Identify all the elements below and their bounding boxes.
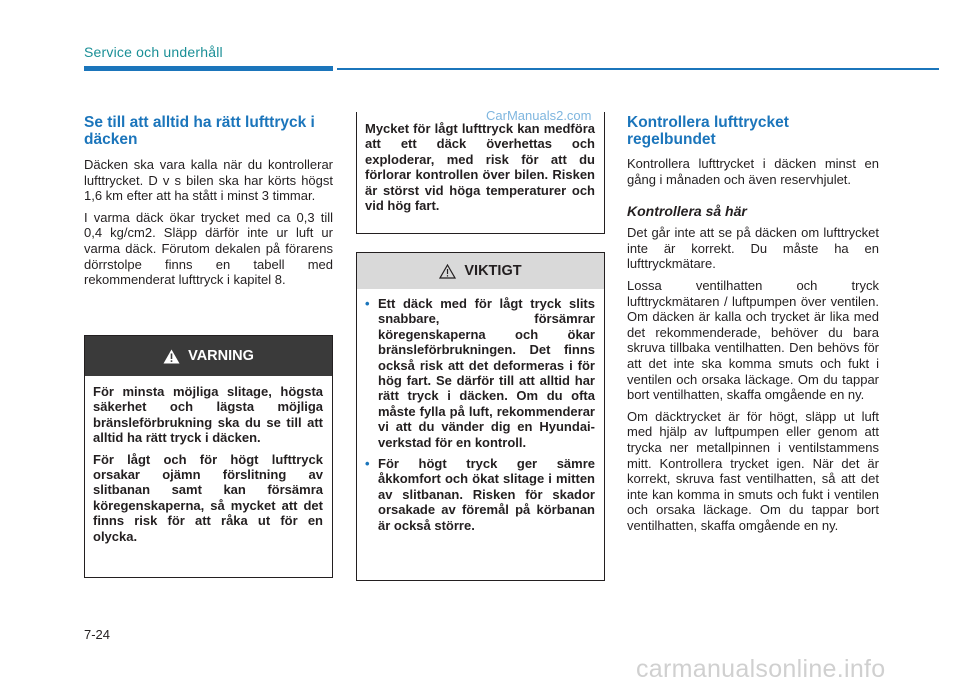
left-heading: Se till att alltid ha rätt lufttryck i däcken	[84, 114, 315, 148]
left-column	[84, 114, 333, 294]
continued-warning-text: Mycket för lågt lufttryck kan medföra att ett däck överhettas och exploderar, med risk för att du förlorar kontrollen över bilen. Risken är störst vid höga temperaturer och vid hög fart.	[365, 121, 595, 214]
important-box	[356, 252, 605, 581]
watermark-bottom: carmanualsonline.info	[636, 655, 886, 683]
warning-header	[85, 336, 332, 376]
warning-paragraph-1: För minsta möjliga slitage, högsta säkerhet och lägsta möjliga bränsleförbrukning ska du se till att alltid ha rätt tryck i däcken.	[93, 384, 323, 446]
left-paragraph-2: I varma däck ökar trycket med ca 0,3 till 0,4 kg/cm2. Släpp därför inte ur luft ur varma däck. Förutom dekalen på förarens dörrstolpe finns en tabell med rekommenderat lufttryck i kapitel 8.	[84, 209, 333, 288]
caution-triangle-icon	[439, 264, 456, 279]
important-label: VIKTIGT	[464, 263, 522, 279]
right-paragraph-2: Lossa ventilhatten och tryck lufttryckmätaren / luftpumpen över ventilen. Om däcken är kalla och trycket är lika med det rekommenderade, behöver du bara skruva tillbaka ventilhatten. Den behövs för att det inte ska komma smuts och fukt i ventilen och orsaka läckage. Om du tappar bort ventilhatten, skaffa omgående en ny.	[627, 277, 879, 403]
important-item: • Ett däck med för lågt tryck slits snabbare, försämrar köregenskaperna och ökar bränsleförbrukningen. Det finns också risk att det deformeras i för hög fart. Se därför till att alltid har rätt tryck i däcken. Om du ofta måste fylla på luft, rekommenderar vi att du vänder dig en Hyundai-verkstad för en kontroll.	[365, 296, 595, 450]
right-paragraph-1: Det går inte att se på däcken om lufttrycket inte är korrekt. Du måste ha en lufttryckmätare.	[627, 225, 879, 272]
warning-body	[85, 376, 332, 556]
page-number: 7-24	[84, 627, 111, 642]
right-column	[627, 114, 879, 539]
header-rule-thick	[84, 66, 333, 71]
bullet-icon: •	[365, 296, 370, 311]
important-list	[365, 296, 595, 533]
bullet-icon: •	[365, 456, 370, 472]
right-intro: Kontrollera lufttrycket i däcken minst en gång i månaden och även reservhjulet.	[627, 156, 879, 187]
left-paragraph-1: Däcken ska vara kalla när du kontrollerar lufttrycket. D v s bilen ska har körts högst 1,6 km efter att ha stått i minst 3 timmar.	[84, 157, 333, 204]
important-item: • För högt tryck ger sämre åkkomfort och ökat slitage i mitten av slitbanan. Risken för skador orsakade av föremål på körbanan är också större.	[365, 456, 595, 533]
warning-paragraph-2: För lågt och för högt lufttryck orsakar ojämn förslitning av slitbanan samt kan försämra köregenskaperna, så mycket att det finns risk för att råka ut för en olycka.	[93, 451, 323, 544]
section-title: Service och underhåll	[84, 44, 223, 60]
right-subheading: Kontrollera så här	[627, 203, 747, 220]
continued-warning-box	[356, 112, 605, 234]
important-body	[357, 289, 604, 545]
watermark-top: CarManuals2.com	[486, 108, 592, 123]
right-paragraph-3: Om däcktrycket är för högt, släpp ut luft med hjälp av luftpumpen eller genom att trycka ner metallpinnen i ventilstammens mitt. Kontrollera trycket igen. När det är korrekt, skruva fast ventilhatten, så att det inte kan komma in smuts och fukt i ventilen och orsaka läckage. Om du tappar bort ventilhatten, skaffa omgående en ny.	[627, 408, 879, 533]
important-header	[357, 253, 604, 289]
header-rule-thin	[337, 68, 939, 70]
right-heading: Kontrollera lufttrycket regelbundet	[627, 114, 789, 148]
warning-label: VARNING	[188, 348, 254, 364]
warning-box	[84, 335, 333, 578]
warning-triangle-icon	[163, 349, 180, 364]
